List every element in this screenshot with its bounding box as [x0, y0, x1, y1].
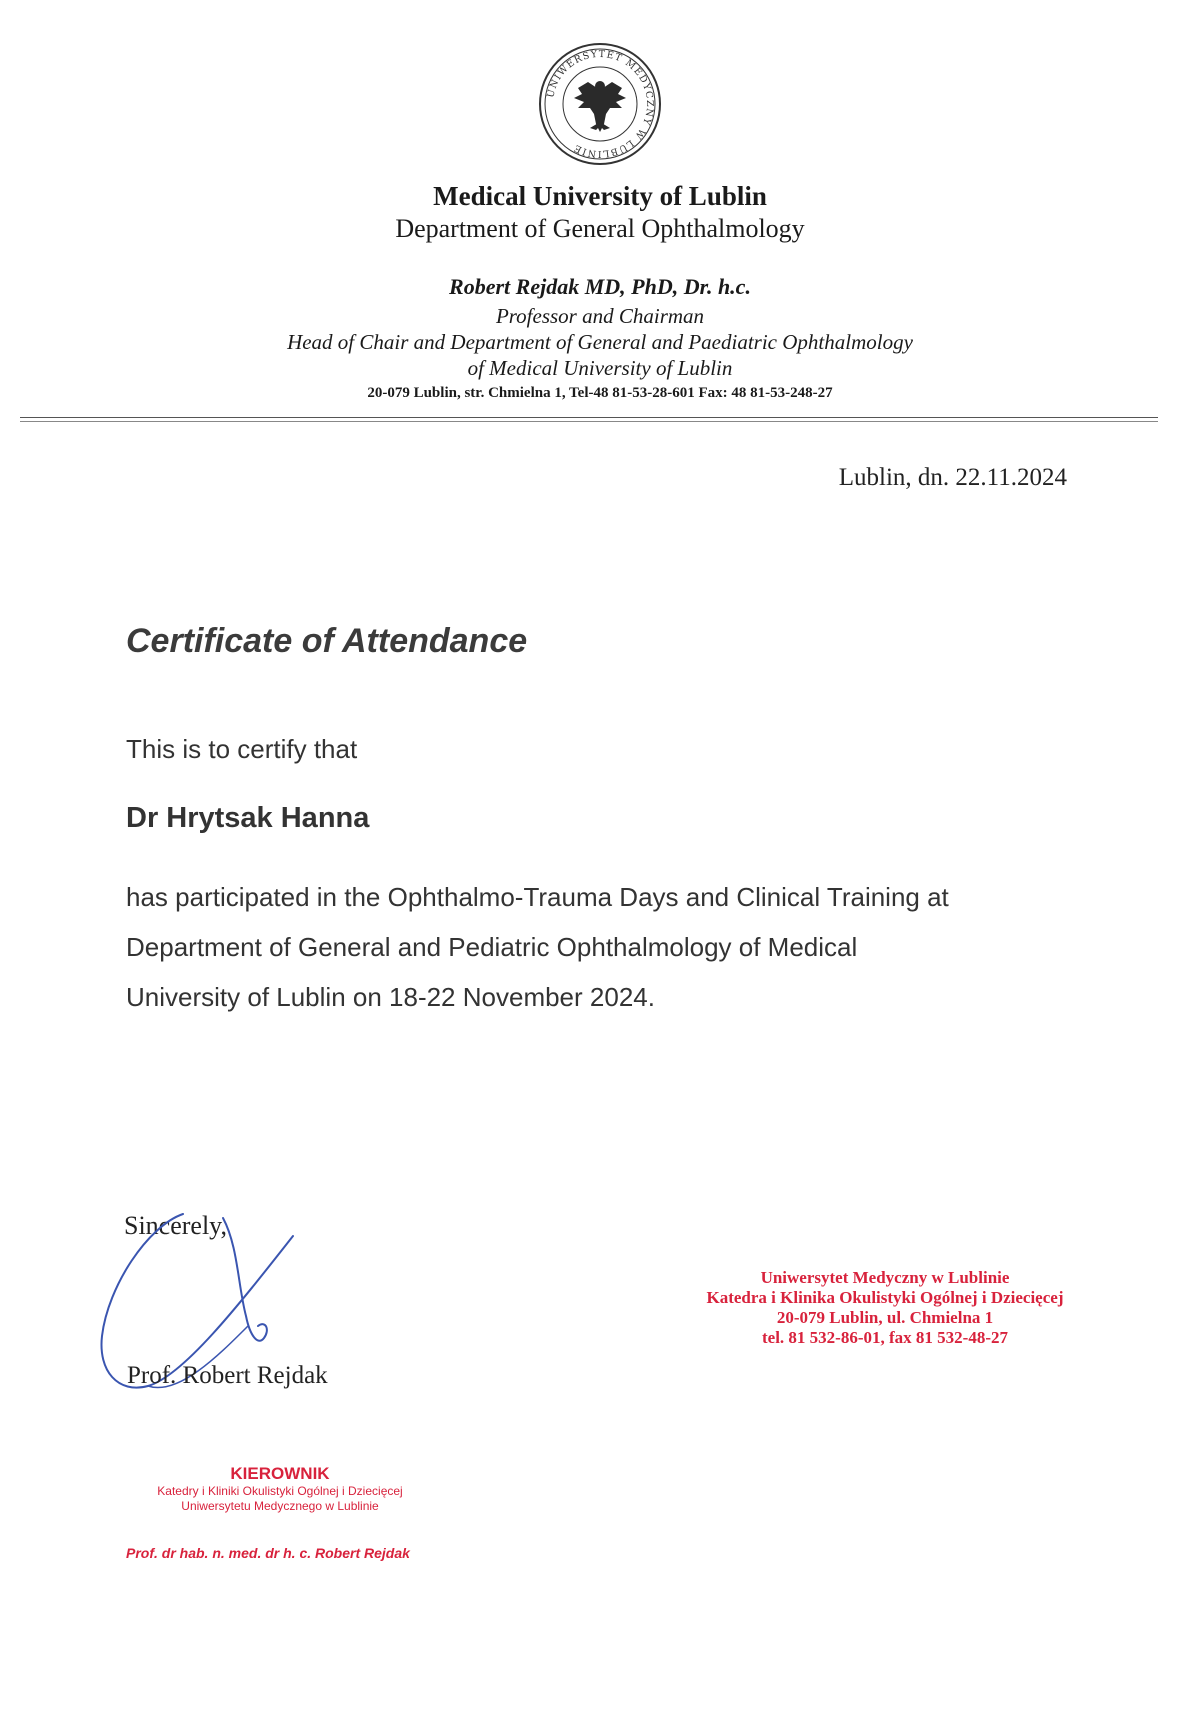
- department-name: Department of General Ophthalmology: [395, 214, 805, 243]
- certificate-body: [126, 872, 1086, 1022]
- university-seal-icon: [538, 42, 662, 166]
- certificate-body-line: University of Lublin on 18-22 November 2024.: [126, 982, 655, 1012]
- chairman-position-continued: of Medical University of Lublin: [467, 356, 733, 380]
- header-divider: [20, 417, 1158, 418]
- certificate-body-line: Department of General and Pediatric Ophthalmology of Medical: [126, 932, 858, 962]
- header-divider-secondary: [20, 421, 1158, 422]
- recipient-name: Dr Hrytsak Hanna: [126, 802, 370, 834]
- head-stamp-title: KIEROWNIK: [230, 1464, 330, 1483]
- stamp-line: Katedra i Klinika Okulistyki Ogólnej i Dziecięcej: [706, 1288, 1064, 1307]
- certify-intro: This is to certify that: [126, 734, 358, 764]
- institution-stamp: [705, 1268, 1065, 1348]
- signer-name: Prof. Robert Rejdak: [127, 1362, 328, 1389]
- stamp-line: 20-079 Lublin, ul. Chmielna 1: [776, 1308, 994, 1327]
- university-name: Medical University of Lublin: [433, 181, 767, 211]
- letterhead-address: 20-079 Lublin, str. Chmielna 1, Tel-48 81-53-28-601 Fax: 48 81-53-248-27: [367, 385, 833, 401]
- chairman-title: Professor and Chairman: [495, 304, 705, 328]
- eagle-icon: [574, 81, 626, 132]
- chairman-name: Robert Rejdak MD, PhD, Dr. h.c.: [449, 274, 751, 299]
- certificate-body-line: has participated in the Ophthalmo-Trauma Days and Clinical Training at: [126, 882, 949, 912]
- chairman-position: Head of Chair and Department of General and Paediatric Ophthalmology: [287, 330, 913, 354]
- certificate-title: Certificate of Attendance: [126, 622, 528, 660]
- stamp-line: Uniwersytet Medyczny w Lublinie: [760, 1268, 1010, 1287]
- closing-salutation: Sincerely,: [124, 1211, 227, 1240]
- head-stamp-line: Katedry i Kliniki Okulistyki Ogólnej i Dziecięcej: [157, 1484, 403, 1498]
- head-stamp: [100, 1464, 460, 1514]
- stamp-line: tel. 81 532-86-01, fax 81 532-48-27: [762, 1328, 1008, 1347]
- head-stamp-name: Prof. dr hab. n. med. dr h. c. Robert Rejdak: [126, 1545, 410, 1561]
- letter-date: Lublin, dn. 22.11.2024: [838, 464, 1067, 491]
- seal-text: UNIWERSYTET MEDYCZNY W LUBLINIE: [545, 48, 656, 160]
- head-stamp-line: Uniwersytetu Medycznego w Lublinie: [181, 1499, 379, 1513]
